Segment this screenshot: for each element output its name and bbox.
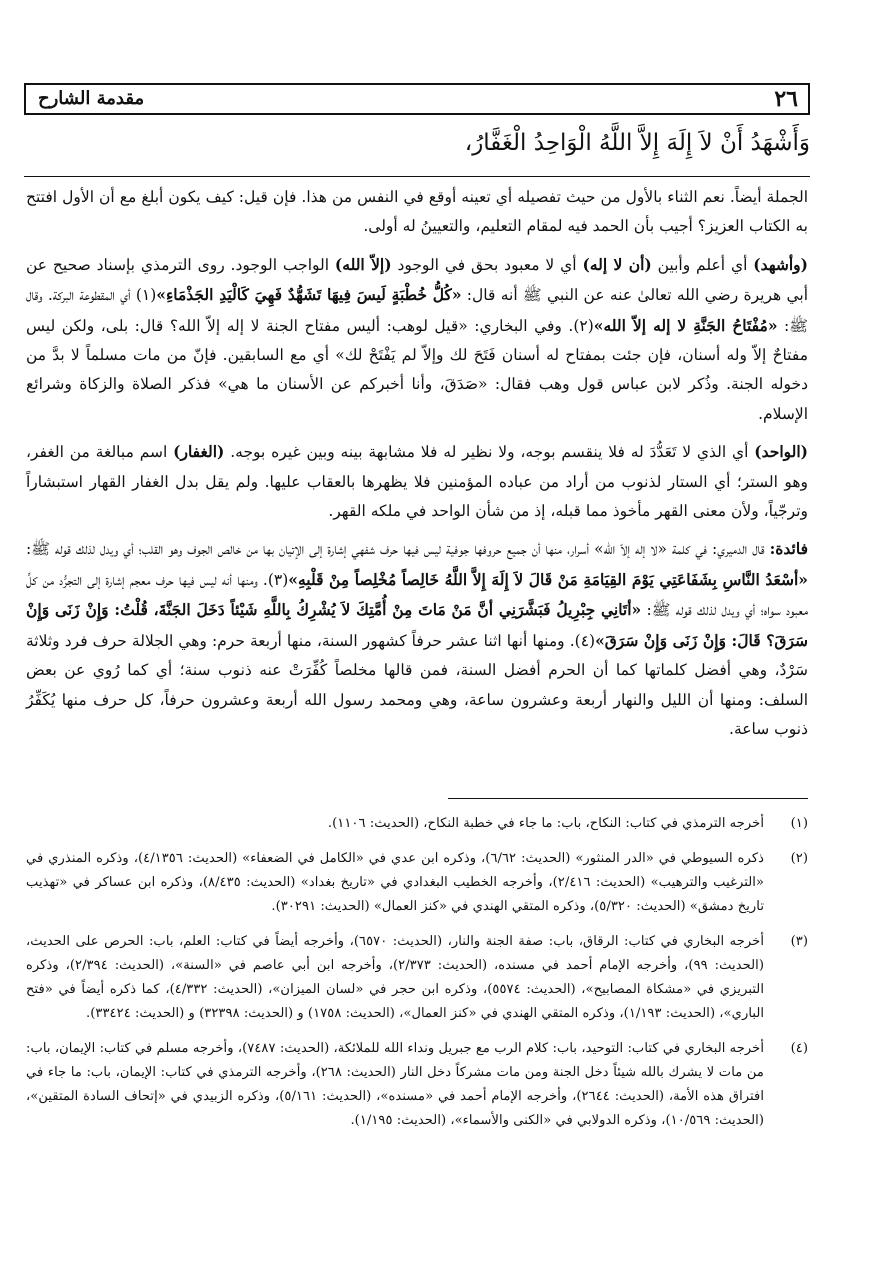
footnote-number: (١) bbox=[790, 816, 808, 831]
footnote bbox=[26, 1037, 808, 1133]
footnote-divider bbox=[448, 798, 808, 799]
footnotes bbox=[26, 812, 808, 1144]
footnote bbox=[26, 847, 808, 919]
footnote-text: أخرجه البخاري في كتاب: التوحيد، باب: كلام الرب مع جبريل ونداء الله للملائكة، (الحديث: ٧٤٨٧)، وأخرجه مسلم في كتاب: الإيمان، باب: من مات لا يشرك بالله شيئاً دخل الجنة ومن مات مشركاً دخل النار (الحديث: ٢٦٨)، وأخرجه الترمذي في كتاب: الإيمان، باب: ما جاء في افتراق هذه الأمة، (الحديث: ٢٦٤٤)، وأخرجه الإمام أحمد في «مسنده»، (الحديث: ٥/١٦١)، وذكره الزبيدي في «إتحاف السادة المتقين»، (الحديث: ١٠/٥٦٩)، وذكره الدولابي في «الكنى والأسماء»، (الحديث: ١/١٩٥). bbox=[26, 1041, 765, 1128]
keyword: (الواحد) bbox=[754, 442, 808, 462]
footnote-number: (٣) bbox=[790, 934, 808, 949]
page-header bbox=[24, 83, 810, 115]
footnote-text: ذكره السيوطي في «الدر المنثور» (الحديث: ٦/٦٢)، وذكره ابن عدي في «الكامل في الضعفاء» (الحديث: ٤/١٣٥٦)، وذكره المنذري في «الترغيب والترهيب» (الحديث: ٢/٤١٦)، وأخرجه الخطيب البغدادي في «تاريخ بغداد» (الحديث: ٨/٤٣٥)، وذكره ابن عساكر في «تهذيب تاريخ دمشق» (الحديث: ٥/٣٢٠)، وذكره المتقي الهندي في «كنز العمال» (الحديث: ٣٠٢٩١). bbox=[26, 851, 764, 914]
footnote-text: أخرجه الترمذي في كتاب: النكاح، باب: ما جاء في خطبة النكاح، (الحديث: ١١٠٦). bbox=[327, 816, 764, 831]
keyword: (وأشهد) bbox=[753, 254, 808, 274]
page-number: ٢٦ bbox=[774, 86, 798, 112]
footnote bbox=[26, 930, 808, 1026]
hadith-quote: «أسْعَدُ النَّاسِ بِشَفَاعَتِي يَوْمَ القِيَامَةِ مَنْ قَالَ لاَ إِلَهَ إِلاَّ اللَّهُ خَالِصاً مُخْلِصاً مِنْ قَلْبِهِ» bbox=[288, 569, 808, 589]
footnote-number: (٤) bbox=[790, 1041, 808, 1056]
main-text bbox=[26, 183, 808, 752]
paragraph: فائدة: قال الدميري: في كلمة «لا إله إلاّ الله» أسرار، منها أن جميع حروفها جوفية ليس فيها حرف شفهي إشارة إلى الإتيان بها من خالص الجوف وهو القلب؛ أي ويدل لذلك قوله ﷺ: «أسْعَدُ النَّاسِ بِشَفَاعَتِي يَوْمَ القِيَامَةِ مَنْ قَالَ لاَ إِلَهَ إِلاَّ اللَّهُ خَالِصاً مُخْلِصاً مِنْ قَلْبِهِ»(٣). ومنها أنه ليس فيها حرف معجم إشارة إلى التجرُّد من كلِّ معبود سواه؛ أي ويدل لذلك قوله ﷺ: «أتَانِي جِبْرِيلُ فَبَشَّرَنِي أنَّ مَنْ مَاتَ مِنْ أُمَّتِكَ لاَ يُشْرِكُ بِاللَّهِ شَيْئاً دَخَلَ الجَنَّةَ، قُلْتُ: وَإِنْ زَنَى وَإِنْ سَرَقَ؟ قَالَ: وَإِنْ زَنَى وَإِنْ سَرَقَ»(٤). ومنها أنها اثنا عشر حرفاً كشهور السنة، منها أربعة حرم: وهي الجلالة حرف فرد وثلاثة سَرْدٌ، وهي أفضل كلماتها كما أن الحرم أفضل السنة، فمن قالها مخلصاً كُفِّرَتْ عنه ذنوب سنة؛ أي كما رُوي عن بعض السلف: ومنها أن الليل والنهار أربعة وعشرون ساعة، وهي ومحمد رسول الله أربعة وعشرون حرفاً، كل حرف منها يُكَفِّرُ ذنوب ساعة. bbox=[26, 539, 808, 738]
footnote-text: أخرجه البخاري في كتاب: الرقاق، باب: صفة الجنة والنار، (الحديث: ٦٥٧٠)، وأخرجه أيضاً في كتاب: العلم، باب: الحرص على الحديث، (الحديث: ٩٩)، وأخرجه الإمام أحمد في مسنده، (الحديث: ٢/٣٧٣)، وأخرجه ابن أبي عاصم في «السنة»، (الحديث: ٢/٣٩٤)، وذكره التبريزي في «مشكاة المصابيح»، (الحديث: ٥٥٧٤)، وذكره ابن حجر في «لسان الميزان»، (الحديث: ٤/٣٣٢)، كما ذكره أيضاً في «فتح الباري»، (الحديث: ١/١٩٣)، وذكره المتقي الهندي في «كنز العمال»، (الحديث: ١٧٥٨) و (الحديث: ٣٢٣٩٨) و (الحديث: ٣٣٤٢٤). bbox=[26, 934, 764, 1021]
keyword: (إلاّ الله) bbox=[334, 254, 392, 274]
keyword: (الغفار) bbox=[173, 442, 225, 462]
footnote bbox=[26, 812, 808, 836]
keyword: فائدة: bbox=[769, 539, 808, 559]
hadith-quote: «مُفْتَاحُ الجَنَّةِ لا إله إلاّ الله» bbox=[593, 315, 778, 335]
hadith-quote: «أتَانِي جِبْرِيلُ فَبَشَّرَنِي أنَّ مَنْ مَاتَ مِنْ أُمَّتِكَ لاَ يُشْرِكُ بِاللَّهِ شَيْئاً دَخَلَ الجَنَّةَ، قُلْتُ: وَإِنْ زَنَى وَإِنْ سَرَقَ؟ قَالَ: وَإِنْ زَنَى وَإِنْ سَرَقَ» bbox=[26, 600, 808, 650]
keyword: (أن لا إله) bbox=[582, 254, 652, 274]
paragraph: (الواحد) أي الذي لا تَعَدُّدَ له فلا ينقسم بوجه، ولا نظير له فلا مشابهة بينه وبين غيره بوجه. (الغفار) اسم مبالغة من الغفر، وهو الستر؛ أي الستار لذنوب من أراد من عباده المؤمنين فلا يظهرها بالعقاب عليها. ولم يقل بدل الغفار القهار استبشاراً وترجّياً، ولأن معنى القهر مأخوذ مما قبله، إذ من شأن الواحد في ملكه القهر. bbox=[26, 442, 808, 521]
verse-heading: وَأَشْهَدُ أَنْ لاَ إِلَهَ إِلاَّ اللَّهُ الْوَاحِدُ الْغَفَّارُ، bbox=[464, 130, 810, 156]
paragraph: (وأشهد) أي أعلم وأبين (أن لا إله) أي لا معبود بحق في الوجود (إلاّ الله) الواجب الوجود. روى الترمذي بإسناد صحيح عن أبي هريرة رضي الله تعالىٰ عنه عن النبي ﷺ أنه قال: «كُلُّ خُطْبَةٍ لَيسَ فِيهَا تَشَهُّدٌ فَهِيَ كَالْيَدِ الجَذْمَاءِ»(١) أي المقطوعة البركة. وقال ﷺ: «مُفْتَاحُ الجَنَّةِ لا إله إلاّ الله»(٢). وفي البخاري: «قيل لوهب: أليس مفتاح الجنة لا إله إلاّ الله؟ قال: بلى، ولكن ليس مفتاحٌ إلاّ وله أسنان، فإن جئت بمفتاح له أسنان فَتَحَ لك وإلاّ لم يَفْتَحْ لك» أي مع السابقين. فإنّ من مات مسلماً لا بدَّ من دخوله الجنة. وذُكر لابن عباس قول وهب فقال: «صَدَقَ، وأنا أخبركم عن الأسنان ما هي» فذكر الصلاة والزكاة وشرائع الإسلام. bbox=[26, 254, 809, 423]
chapter-title: مقدمة الشارح bbox=[38, 88, 145, 109]
paragraph: الجملة أيضاً. نعم الثناء بالأول من حيث تفصيله أي تعينه أوقع في النفس من هذا. فإن قيل: كيف يكون أبلغ مع أن الأول افتتح به الكتاب العزيز؟ أجيب بأن الحمد فيه لمقام التعليم، والتعيينُ له أولى. bbox=[26, 188, 808, 236]
footnote-number: (٢) bbox=[790, 851, 808, 866]
top-divider bbox=[24, 176, 810, 177]
hadith-quote: «كُلُّ خُطْبَةٍ لَيسَ فِيهَا تَشَهُّدٌ فَهِيَ كَالْيَدِ الجَذْمَاءِ» bbox=[156, 285, 462, 305]
